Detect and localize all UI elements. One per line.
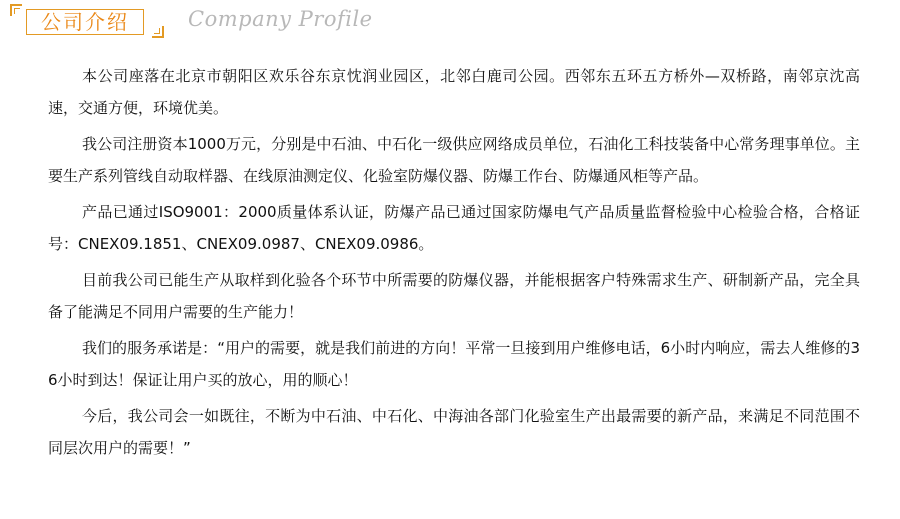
section-title: 公司介绍 <box>41 10 129 34</box>
paragraph-registration: 我公司注册资本1000万元，分别是中石油、中石化一级供应网络成员单位，石油化工科技装备中心常务理事单位。主要生产系列管线自动取样器、在线原油测定仪、化验室防爆仪器、防爆工作台、防爆通风柜等产品。 <box>48 135 860 185</box>
corner-ornament-inner-top-left <box>14 8 20 14</box>
paragraph-service-promise: 我们的服务承诺是：“用户的需要，就是我们前进的方向！平常一旦接到用户维修电话，6小时内响应，需去人维修的36小时到达！保证让用户买的放心，用的顺心！ <box>48 339 860 389</box>
paragraph-location: 本公司座落在北京市朝阳区欢乐谷东京忱润业园区，北邻白鹿司公园。西邻东五环五方桥外—双桥路，南邻京沈高速，交通方便，环境优美。 <box>48 67 860 117</box>
paragraph-certification: 产品已通过ISO9001：2000质量体系认证，防爆产品已通过国家防爆电气产品质量监督检验中心检验合格，合格证号：CNEX09.1851、CNEX09.0987、CNEX09.0986。 <box>48 203 860 253</box>
section-subtitle: Company Profile <box>188 7 373 31</box>
title-badge <box>10 4 164 38</box>
corner-ornament-bottom-right <box>152 26 164 38</box>
paragraph-capability: 目前我公司已能生产从取样到化验各个环节中所需要的防爆仪器，并能根据客户特殊需求生产、研制新产品，完全具备了能满足不同用户需要的生产能力！ <box>48 271 860 321</box>
company-profile-body <box>48 60 860 468</box>
paragraph-future: 今后，我公司会一如既往，不断为中石油、中石化、中海油各部门化验室生产出最需要的新产品，来满足不同范围不同层次用户的需要！” <box>48 407 860 457</box>
section-header <box>0 0 900 44</box>
